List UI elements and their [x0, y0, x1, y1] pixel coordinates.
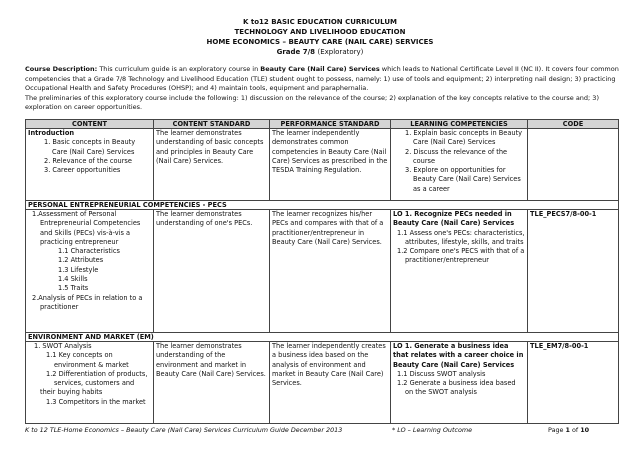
description-text-3: The preliminaries of this exploratory course include the following: 1) discussion on the relevance of the course; 2) explanation of the key concepts relative to the course and; 3) exploration on career opportunities. [25, 93, 599, 112]
description-text-1: This curriculum guide is an exploratory course in [97, 65, 261, 73]
intro-title: Introduction [28, 129, 75, 137]
section-row-pecs [26, 201, 619, 210]
list-item: 1.1 Assess one's PECs: characteristics, attributes, lifestyle, skills, and traits [397, 228, 525, 246]
table-row-em [26, 342, 619, 424]
page-of: of [569, 426, 581, 434]
table-header-row [26, 120, 619, 129]
em-performance: The learner independently creates a business idea based on the analysis of environment and market in Beauty Care (Nail Care) Services. [270, 342, 391, 424]
description-bold: Beauty Care (Nail Care) Services [260, 65, 380, 73]
em-standard: The learner demonstrates understanding of the environment and market in Beauty Care (Nail Care) Services. [154, 342, 270, 424]
page-number [548, 426, 589, 435]
section-title-pecs: PERSONAL ENTREPRENEURIAL COMPETENCIES - PECS [26, 201, 619, 210]
list-item: 1.3 Lifestyle [58, 265, 99, 274]
col-content-standard: CONTENT STANDARD [154, 120, 270, 129]
list-item: 1. Explain basic concepts in Beauty Care (Nail Care) Services [405, 129, 523, 147]
list-item: 1.1 Key concepts on environment & market [46, 351, 129, 369]
page-prefix: Page [548, 426, 566, 434]
intro-code [528, 129, 619, 201]
footer-lo-note: * LO – Learning Outcome [392, 426, 473, 434]
list-item-continued: their buying habits [40, 388, 103, 397]
list-item: 3. Explore on opportunities for Beauty Care (Nail Care) Services as a career [405, 166, 521, 193]
section-title-em: ENVIRONMENT AND MARKET (EM) [26, 333, 619, 342]
current-page: 1 [565, 426, 570, 434]
title-line-2: TECHNOLOGY AND LIVELIHOOD EDUCATION [234, 28, 406, 36]
grade-line [0, 47, 640, 57]
list-item: 1.2 Attributes [58, 256, 104, 265]
list-item: 2. Discuss the relevance of the course [405, 147, 508, 165]
col-code: CODE [528, 120, 619, 129]
course-description [25, 65, 625, 113]
list-item: 1.1 Characteristics [58, 247, 120, 256]
pecs-code: TLE_PECS7/8-00-1 [528, 210, 619, 333]
grade-note: (Exploratory) [317, 48, 364, 56]
list-item: 1.2 Generate a business idea based on the SWOT analysis [397, 379, 516, 397]
learning-outcome: LO 1. Recognize PECs needed in Beauty Care (Nail Care) Services [393, 210, 515, 228]
em-competencies [391, 342, 528, 424]
section-row-em [26, 333, 619, 342]
list-item: 1.2 Compare one's PECS with that of a practitioner/entrepreneur [397, 247, 525, 265]
total-pages: 10 [580, 426, 590, 434]
learning-outcome: LO 1. Generate a business idea that relates with a career choice in Beauty Care (Nail Care) Services [393, 342, 524, 369]
col-content: CONTENT [26, 120, 154, 129]
description-label: Course Description: [25, 65, 98, 73]
intro-performance: The learner independently demonstrates common competencies in Beauty Care (Nail Care) Services as prescribed in the TESDA Training Regulation. [270, 129, 391, 201]
em-code: TLE_EM7/8-00-1 [528, 342, 619, 424]
intro-content [26, 129, 154, 201]
list-item: 1. Basic concepts in Beauty Care (Nail Care) Services [44, 138, 136, 156]
col-performance-standard: PERFORMANCE STANDARD [270, 120, 391, 129]
list-item: 1.2 Differentiation of products, services, customers and [46, 369, 148, 388]
pecs-content [26, 210, 154, 333]
table-row-introduction [26, 129, 619, 201]
pecs-standard: The learner demonstrates understanding of one's PECs. [154, 210, 270, 333]
curriculum-table [25, 119, 619, 424]
intro-competencies [391, 129, 528, 201]
list-item: 1. SWOT Analysis [34, 342, 92, 350]
title-line-1: K to12 BASIC EDUCATION CURRICULUM [243, 18, 397, 26]
document-title [0, 17, 640, 57]
footer-guide-title: K to 12 TLE-Home Economics – Beauty Care (Nail Care) Services Curriculum Guide December 2013 [25, 426, 343, 434]
table-row-pecs [26, 210, 619, 333]
list-item: 1.3 Competitors in the market [46, 397, 146, 406]
list-item: 3. Career opportunities [44, 166, 121, 175]
list-item: 1.1 Discuss SWOT analysis [397, 369, 486, 378]
em-content [26, 342, 154, 424]
pecs-performance: The learner recognizes his/her PECs and compares with that of a practitioner/entrepreneur in Beauty Care (Nail Care) Services. [270, 210, 391, 333]
list-item: 1.Assessment of Personal Entrepreneurial Competencies and Skills (PECs) vis-à-vis a practicing entrepreneur [32, 210, 141, 246]
col-learning-competencies: LEARNING COMPETENCIES [391, 120, 528, 129]
intro-standard: The learner demonstrates understanding of basic concepts and principles in Beauty Care (Nail Care) Services. [154, 129, 270, 201]
title-line-3: HOME ECONOMICS – BEAUTY CARE (NAIL CARE) SERVICES [206, 38, 434, 46]
description-text-2: which leads to National Certificate Level II (NC II). It covers four common competencies that a Grade 7/8 Technology and Livelihood Education (TLE) student ought to possess, namely: 1) use of tools and equipment; 2) interpreting nail design; 3) practicing Occupational Health and Safety Procedures (OHSP); and 4) maintain tools, equipment and paraphernalia. [25, 65, 619, 93]
list-item: 1.4 Skills [58, 275, 88, 284]
grade: Grade 7/8 [276, 48, 316, 56]
list-item: 1.5 Traits [58, 284, 89, 293]
list-item: 2.Analysis of PECs in relation to a practitioner [32, 293, 143, 311]
list-item: 2. Relevance of the course [44, 156, 132, 165]
pecs-competencies [391, 210, 528, 333]
